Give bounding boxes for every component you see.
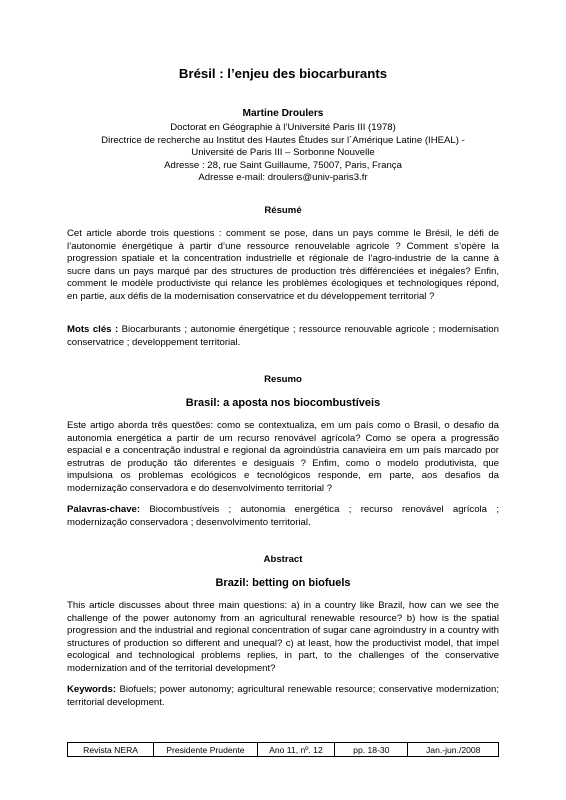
paper-title: Brésil : l’enjeu des biocarburants xyxy=(178,66,388,81)
resume-body: Cet article aborde trois questions : comment se pose, dans un pays comme le Brésil, le défi de l’autonomie énergétique à partir d’une ressource renouvelable agricole ? Comment s’opère la progression spatiale et la concentration industrielle et régionale de l’agro-industrie de la canne à sucre dans un pays marqué par des structures de production très différenciées et inégales? Enfin, comment le modèle productiviste qui relance les problèmes écologiques et technologiques répond, en partie, aux défis de la modernisation conservatrice et du développement territorial ? xyxy=(67,228,499,302)
resume-heading: Résumé xyxy=(264,205,302,216)
resumo-heading: Resumo xyxy=(264,374,302,385)
abstract-subtitle: Brazil: betting on biofuels xyxy=(215,577,351,589)
journal-footer xyxy=(67,742,499,757)
author-email: Adresse e-mail: droulers@univ-paris3.fr xyxy=(198,172,368,184)
footer-city: Presidente Prudente xyxy=(154,743,257,757)
resumo-keywords xyxy=(67,504,499,529)
affiliation-line: Directrice de recherche au Institut des Hautes Études sur l´Amérique Latine (IHEAL) - xyxy=(101,134,465,146)
footer-journal: Revista NERA xyxy=(68,743,154,757)
footer-volume: Ano 11, nº. 12 xyxy=(257,743,335,757)
affiliation-line: Doctorat en Géographie à l’Université Paris III (1978) xyxy=(170,122,396,133)
abstract-heading: Abstract xyxy=(263,554,303,565)
abstract-keywords xyxy=(67,684,499,709)
resumo-body: Este artigo aborda três questões: como se contextualiza, em um país como o Brasil, o desafio da autonomia energética a partir de um recurso renovável agrícola? Como se opera a progressão espacial e a concentração industral e regional da agroindústria canavieira em um país marcado por estrutras de produção tão diferentes e desiguais ? Enfim, como o modelo produtivista, que impulsiona os problemas ecológicos e tecnológicos responde, em parte, aos desafios da modernização conservadora e do desenvolvimento territorial ? xyxy=(67,420,499,494)
resume-keywords xyxy=(67,324,499,349)
resumo-subtitle: Brasil: a aposta nos biocombustíveis xyxy=(185,397,381,409)
keywords-label: Mots clés : xyxy=(67,324,119,335)
affiliation-line: Adresse : 28, rue Saint Guillaume, 75007, Paris, França xyxy=(164,159,402,171)
keywords-text: Biocarburants ; autonomie énergétique ; ressource renouvable agricole ; modernisation conservatrice ; developpement territorial. xyxy=(67,324,499,348)
footer-pages: pp. 18-30 xyxy=(335,743,408,757)
keywords-text: Biocombustíveis ; autonomia energética ; recurso renovável agrícola ; modernização conservadora ; desenvolvimento territorial. xyxy=(67,504,499,528)
author-name: Martine Droulers xyxy=(242,108,324,119)
footer-date: Jan.-jun./2008 xyxy=(408,743,499,757)
affiliation-line: Université de Paris III – Sorbonne Nouvelle xyxy=(191,147,375,159)
author-affiliation xyxy=(67,122,499,185)
keywords-label: Palavras-chave: xyxy=(67,504,141,515)
abstract-body: This article discusses about three main questions: a) in a country like Brazil, how can we see the challenge of the power autonomy from an agricultural renewable resource? b) how is the spatial progression and the industrial and regional concentration of sugar cane agroindustry in a country with structures of production so different and unequal? c) at least, how the productivist model, that impel ecological and technological problems replies, in part, to the challenges of the conservative modernization and of the territorial development? xyxy=(67,600,499,674)
keywords-text: Biofuels; power autonomy; agricultural renewable resource; conservative modernization; territorial development. xyxy=(67,684,499,708)
keywords-label: Keywords: xyxy=(67,684,117,695)
